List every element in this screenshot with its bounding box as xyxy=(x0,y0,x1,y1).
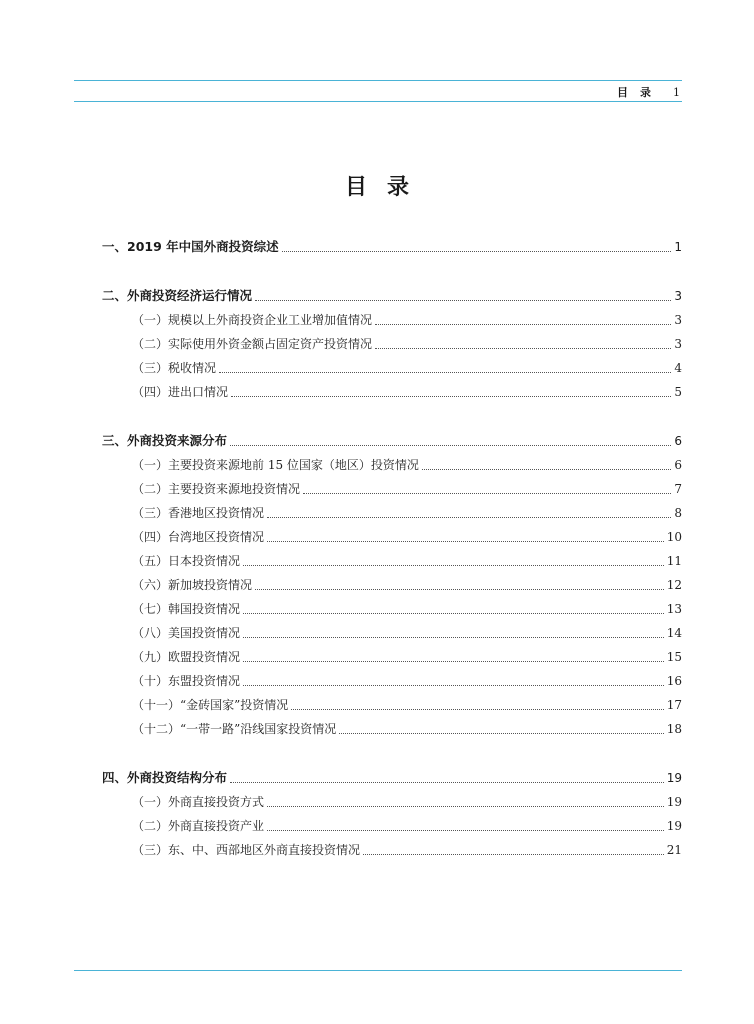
toc-subsection[interactable] xyxy=(102,382,682,402)
dot-leader xyxy=(303,493,671,494)
toc-label: （二）实际使用外资金额占固定资产投资情况 xyxy=(132,337,373,351)
toc-page: 17 xyxy=(666,698,682,712)
footer-rule xyxy=(74,970,682,971)
toc-page: 18 xyxy=(666,722,682,736)
toc-subsection[interactable] xyxy=(102,599,682,619)
toc-label: （三）香港地区投资情况 xyxy=(132,506,265,520)
toc-subsection[interactable] xyxy=(102,695,682,715)
toc-subsection[interactable] xyxy=(102,623,682,643)
toc-subsection[interactable] xyxy=(102,479,682,499)
toc-page: 15 xyxy=(666,650,682,664)
toc-label: 三、外商投资来源分布 xyxy=(102,433,228,448)
toc-page: 5 xyxy=(674,385,682,399)
toc-page: 21 xyxy=(666,843,682,857)
toc-subsection[interactable] xyxy=(102,310,682,330)
running-title: 目录 xyxy=(617,86,663,99)
toc-section-4[interactable] xyxy=(102,768,682,788)
toc-label: （一）主要投资来源地前 15 位国家（地区）投资情况 xyxy=(132,458,419,472)
toc-page: 12 xyxy=(666,578,682,592)
toc-label: （七）韩国投资情况 xyxy=(132,602,241,616)
dot-leader xyxy=(267,830,664,831)
dot-leader xyxy=(339,733,663,734)
dot-leader xyxy=(255,589,664,590)
toc-page: 19 xyxy=(666,771,682,785)
dot-leader xyxy=(282,251,672,252)
toc-subsection[interactable] xyxy=(102,503,682,523)
toc-page: 3 xyxy=(674,337,682,351)
toc-page: 3 xyxy=(674,313,682,327)
dot-leader xyxy=(230,445,671,446)
toc-label: （九）欧盟投资情况 xyxy=(132,650,241,664)
toc-page: 6 xyxy=(674,458,682,472)
toc-subsection[interactable] xyxy=(102,719,682,739)
running-header xyxy=(617,84,680,100)
toc-page: 3 xyxy=(674,289,682,303)
toc-label: （六）新加坡投资情况 xyxy=(132,578,253,592)
dot-leader xyxy=(243,565,664,566)
dot-leader xyxy=(291,709,663,710)
toc-page: 14 xyxy=(666,626,682,640)
toc-label: （三）东、中、西部地区外商直接投资情况 xyxy=(132,843,361,857)
dot-leader xyxy=(230,782,664,783)
toc-label: （四）进出口情况 xyxy=(132,385,229,399)
toc-subsection[interactable] xyxy=(102,334,682,354)
dot-leader xyxy=(363,854,664,855)
toc-subsection[interactable] xyxy=(102,840,682,860)
toc-label: （十）东盟投资情况 xyxy=(132,674,241,688)
toc-label: 四、外商投资结构分布 xyxy=(102,770,228,785)
toc-page: 1 xyxy=(674,240,682,254)
dot-leader xyxy=(375,324,671,325)
toc-subsection[interactable] xyxy=(102,647,682,667)
toc-label: （八）美国投资情况 xyxy=(132,626,241,640)
dot-leader xyxy=(267,541,664,542)
dot-leader xyxy=(375,348,671,349)
toc-page: 8 xyxy=(674,506,682,520)
toc-label: 一、2019 年中国外商投资综述 xyxy=(102,239,279,254)
toc-label: （一）外商直接投资方式 xyxy=(132,795,265,809)
toc-label: （十二）“一带一路”沿线国家投资情况 xyxy=(132,722,337,736)
dot-leader xyxy=(267,806,664,807)
page-number: 1 xyxy=(673,86,680,99)
dot-leader xyxy=(243,637,664,638)
toc-page: 19 xyxy=(666,795,682,809)
toc-subsection[interactable] xyxy=(102,816,682,836)
toc-subsection[interactable] xyxy=(102,455,682,475)
toc-page: 11 xyxy=(666,554,682,568)
toc-subsection[interactable] xyxy=(102,551,682,571)
page-title: 目录 xyxy=(344,174,429,200)
dot-leader xyxy=(255,300,671,301)
toc-page: 10 xyxy=(666,530,682,544)
toc-subsection[interactable] xyxy=(102,575,682,595)
toc-section-1[interactable] xyxy=(102,237,682,257)
toc-section-2[interactable] xyxy=(102,286,682,306)
toc-page: 4 xyxy=(674,361,682,375)
dot-leader xyxy=(219,372,671,373)
toc-subsection[interactable] xyxy=(102,792,682,812)
toc-page: 19 xyxy=(666,819,682,833)
dot-leader xyxy=(243,685,664,686)
toc-label: （十一）“金砖国家”投资情况 xyxy=(132,698,289,712)
toc-page: 6 xyxy=(674,434,682,448)
toc-subsection[interactable] xyxy=(102,671,682,691)
toc-label: （五）日本投资情况 xyxy=(132,554,241,568)
header-rule-bottom xyxy=(74,101,682,102)
dot-leader xyxy=(267,517,671,518)
dot-leader xyxy=(422,469,671,470)
toc-page: 16 xyxy=(666,674,682,688)
toc-label: （三）税收情况 xyxy=(132,361,217,375)
dot-leader xyxy=(231,396,671,397)
toc-subsection[interactable] xyxy=(102,358,682,378)
dot-leader xyxy=(243,661,664,662)
header-rule-top xyxy=(74,80,682,81)
dot-leader xyxy=(243,613,664,614)
toc-page: 13 xyxy=(666,602,682,616)
toc-label: （二）外商直接投资产业 xyxy=(132,819,265,833)
toc-label: （四）台湾地区投资情况 xyxy=(132,530,265,544)
toc-page: 7 xyxy=(674,482,682,496)
toc-label: 二、外商投资经济运行情况 xyxy=(102,288,253,303)
toc-subsection[interactable] xyxy=(102,527,682,547)
toc-section-3[interactable] xyxy=(102,431,682,451)
toc-label: （二）主要投资来源地投资情况 xyxy=(132,482,301,496)
toc-label: （一）规模以上外商投资企业工业增加值情况 xyxy=(132,313,373,327)
